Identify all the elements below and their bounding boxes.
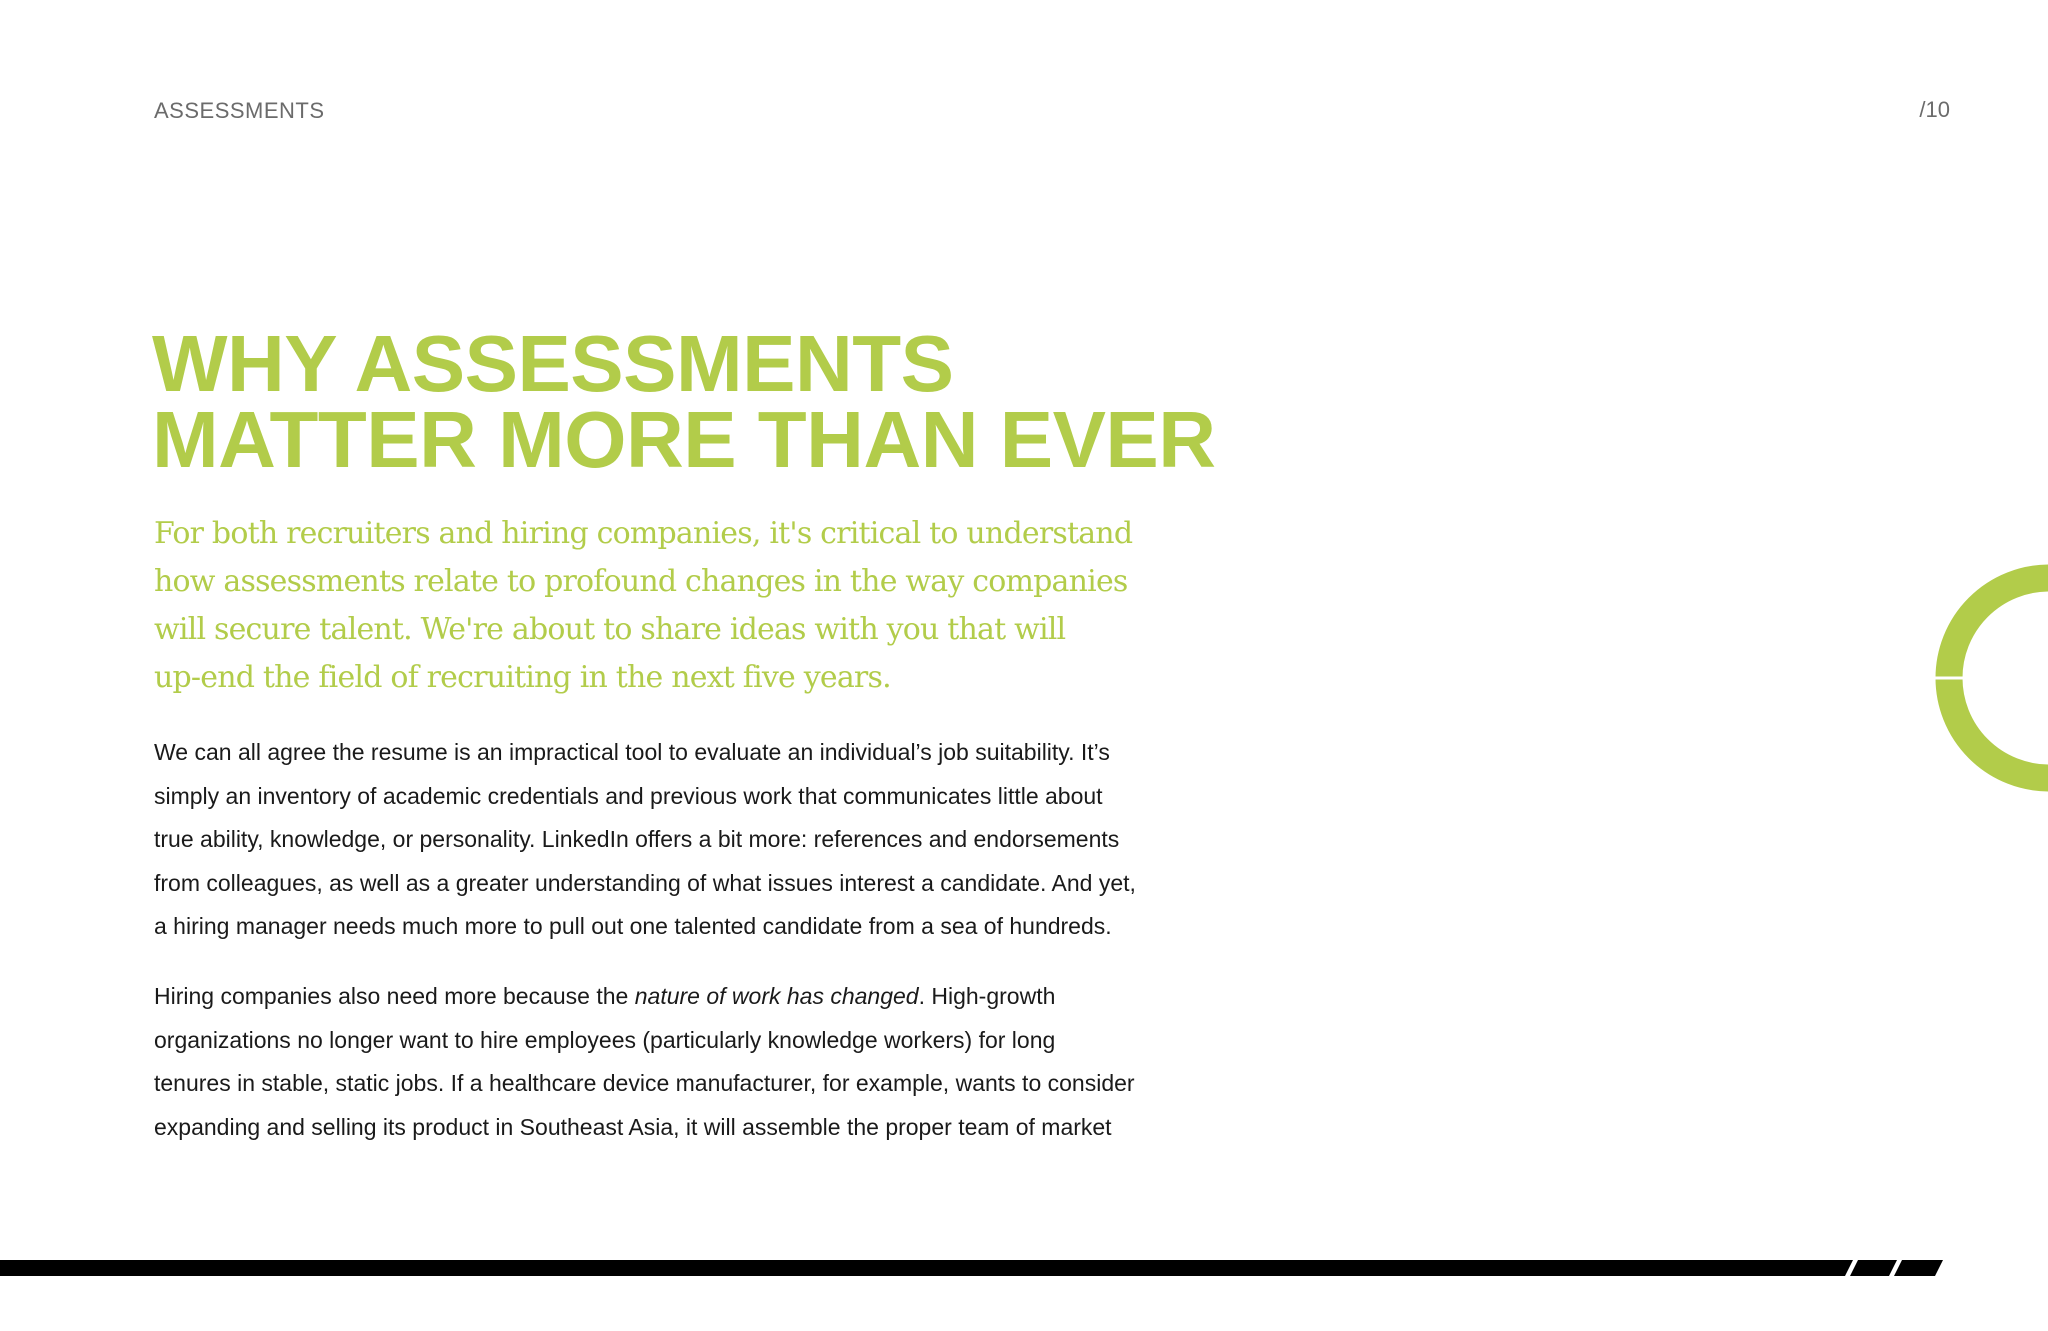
- body-line: organizations no longer want to hire employees (particularly knowledge workers) for long: [154, 1026, 1056, 1053]
- headline-line-1: WHY ASSESSMENTS: [152, 319, 954, 408]
- intro-paragraph: [154, 510, 1194, 702]
- body-paragraph-1: [154, 731, 1136, 949]
- intro-line: For both recruiters and hiring companies, it's critical to understand: [154, 516, 1133, 551]
- emphasis-text: nature of work has changed: [634, 983, 919, 1009]
- body-line: tenures in stable, static jobs. If a healthcare device manufacturer, for example, wants to consider: [154, 1070, 1135, 1096]
- body-line: from colleagues, as well as a greater understanding of what issues interest a candidate. And yet,: [154, 869, 1136, 896]
- decorative-ring-graphic: [1935, 563, 2048, 793]
- body-line: We can all agree the resume is an impractical tool to evaluate an individual’s job suitability. It’s: [154, 739, 1110, 765]
- body-text: Hiring companies also need more because the: [154, 983, 635, 1009]
- page-number: /10: [1919, 97, 1950, 122]
- intro-line: how assessments relate to profound changes in the way companies: [154, 564, 1128, 599]
- headline-line-2: MATTER MORE THAN EVER: [152, 395, 1216, 484]
- page-headline: [152, 319, 1216, 484]
- body-paragraph-2: [154, 975, 1135, 1149]
- intro-line: up-end the field of recruiting in the next five years.: [154, 660, 891, 695]
- body-text: . High-growth: [918, 983, 1056, 1009]
- body-line: a hiring manager needs much more to pull out one talented candidate from a sea of hundreds.: [154, 913, 1112, 939]
- body-line: expanding and selling its product in Southeast Asia, it will assemble the proper team of market: [154, 1113, 1112, 1140]
- section-label: ASSESSMENTS: [154, 98, 325, 123]
- body-line: simply an inventory of academic credentials and previous work that communicates little about: [154, 782, 1103, 809]
- footer-bar-graphic: [0, 1260, 1945, 1276]
- body-line: true ability, knowledge, or personality. LinkedIn offers a bit more: references and endorsements: [154, 826, 1120, 852]
- intro-line: will secure talent. We're about to share ideas with you that will: [154, 612, 1066, 647]
- body-line-with-emphasis: [154, 975, 1135, 1019]
